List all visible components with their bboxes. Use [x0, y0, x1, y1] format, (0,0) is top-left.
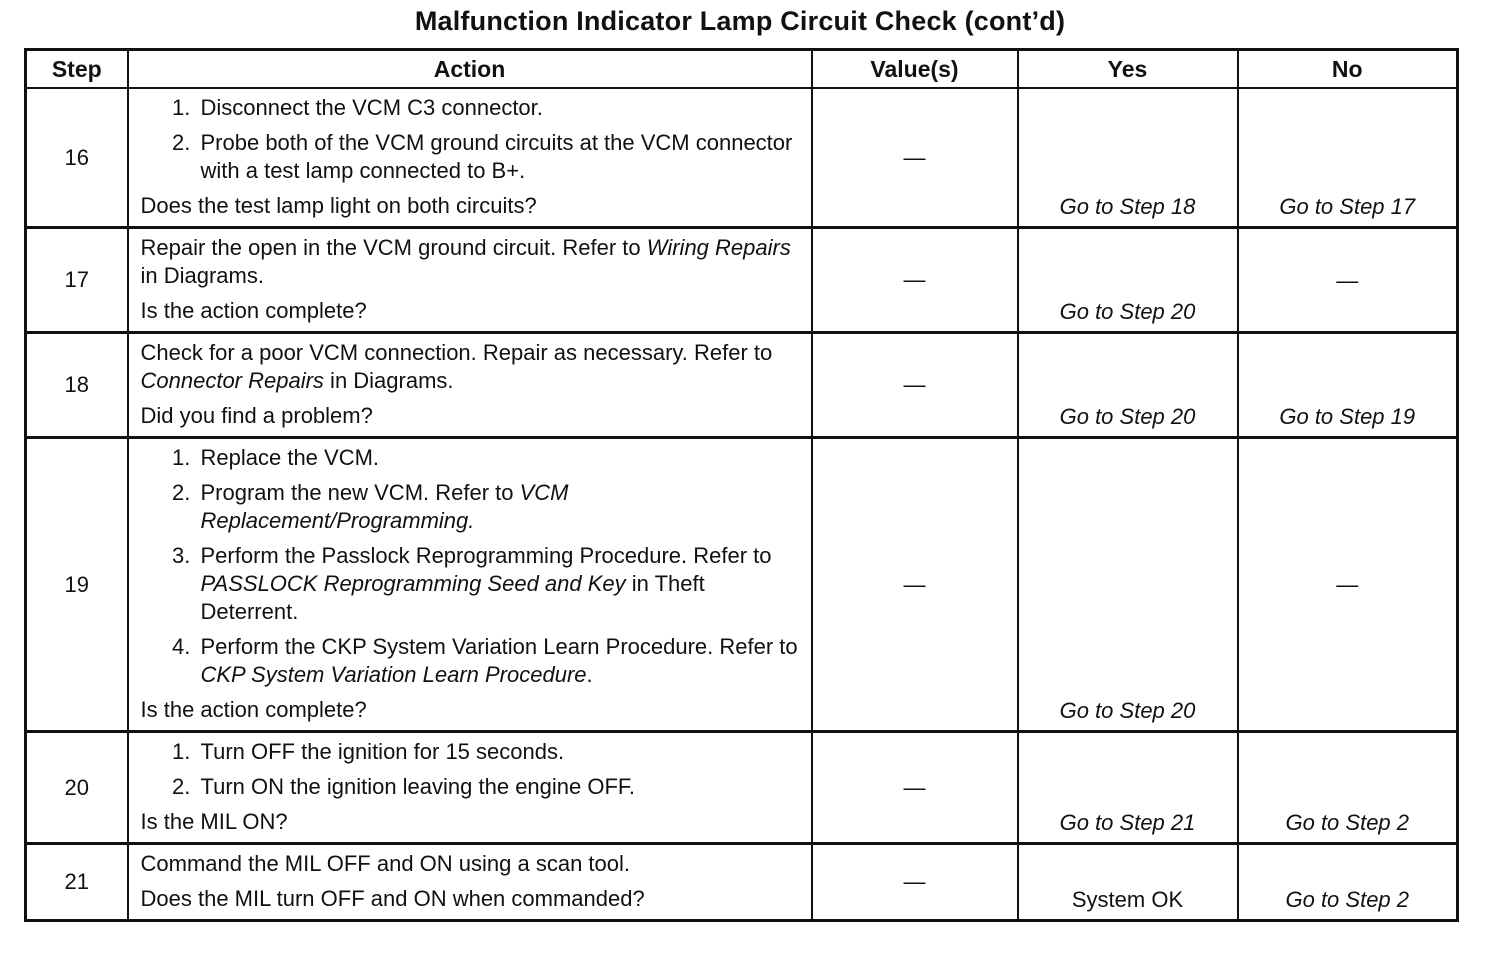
yes-cell [1018, 88, 1238, 228]
action-text: Check for a poor VCM connection. Repair as necessary. Refer to [140, 340, 773, 365]
header-action: Action [128, 50, 812, 89]
yes-outcome: Go to Step 18 [1059, 194, 1196, 219]
no-cell [1238, 438, 1458, 732]
yes-outcome: Go to Step 21 [1059, 810, 1196, 835]
step-number: 19 [26, 438, 128, 732]
no-cell [1238, 88, 1458, 228]
action-text: Turn ON the ignition leaving the engine OFF. [200, 774, 636, 799]
no-cell [1238, 732, 1458, 844]
action-step [197, 94, 801, 122]
no-outcome: Go to Step 17 [1279, 194, 1416, 219]
table-row [26, 844, 1458, 921]
yes-cell [1018, 844, 1238, 921]
table-row [26, 88, 1458, 228]
action-paragraph [141, 850, 801, 878]
table-row [26, 333, 1458, 438]
action-cell [128, 228, 812, 333]
action-text: in Theft Deterrent. [200, 571, 705, 624]
table-row [26, 228, 1458, 333]
action-text: Turn OFF the ignition for 15 seconds. [200, 739, 565, 764]
action-cell [128, 844, 812, 921]
action-question: Did you find a problem? [140, 403, 373, 428]
table-row [26, 732, 1458, 844]
no-outcome: Go to Step 2 [1285, 810, 1410, 835]
action-paragraph [141, 339, 801, 395]
action-steps-list [141, 94, 801, 185]
action-question: Is the action complete? [140, 697, 367, 722]
no-cell [1238, 844, 1458, 921]
action-text: Probe both of the VCM ground circuits at the VCM connector with a test lamp connected to B+. [200, 130, 793, 183]
step-number: 16 [26, 88, 128, 228]
action-step [197, 773, 801, 801]
action-text: in Diagrams. [140, 263, 264, 288]
value-cell: — [812, 333, 1018, 438]
reference-text: VCM Replacement/Programming. [200, 480, 569, 533]
no-outcome: — [1336, 267, 1359, 293]
action-step [197, 479, 801, 535]
no-cell [1238, 228, 1458, 333]
action-question: Does the test lamp light on both circuits? [140, 193, 537, 218]
action-cell [128, 88, 812, 228]
header-row [26, 50, 1458, 89]
page-title: Malfunction Indicator Lamp Circuit Check (cont’d) [414, 6, 1066, 36]
header-step: Step [26, 50, 128, 89]
action-cell [128, 732, 812, 844]
value-cell: — [812, 732, 1018, 844]
action-cell [128, 333, 812, 438]
step-number: 20 [26, 732, 128, 844]
step-number: 21 [26, 844, 128, 921]
step-number: 18 [26, 333, 128, 438]
no-outcome: — [1336, 572, 1359, 597]
action-text: Perform the Passlock Reprogramming Procedure. Refer to [200, 543, 772, 568]
yes-cell [1018, 732, 1238, 844]
value-cell: — [812, 844, 1018, 921]
yes-cell [1018, 438, 1238, 732]
action-step [197, 633, 801, 689]
reference-text: PASSLOCK Reprogramming Seed and Key [200, 571, 626, 596]
action-cell [128, 438, 812, 732]
yes-outcome: Go to Step 20 [1059, 698, 1196, 723]
diagnostic-table [24, 48, 1459, 922]
value-cell: — [812, 88, 1018, 228]
action-text: in Diagrams. [323, 368, 454, 393]
table-row [26, 438, 1458, 732]
action-steps-list [141, 738, 801, 801]
action-question: Is the MIL ON? [140, 809, 288, 834]
header-values: Value(s) [812, 50, 1018, 89]
step-number: 17 [26, 228, 128, 333]
reference-text: Connector Repairs [140, 368, 324, 393]
yes-cell [1018, 228, 1238, 333]
reference-text: Wiring Repairs [646, 235, 791, 260]
value-cell: — [812, 438, 1018, 732]
action-step [197, 129, 801, 185]
action-text: Command the MIL OFF and ON using a scan tool. [140, 851, 631, 876]
no-outcome: Go to Step 19 [1279, 404, 1416, 429]
action-question: Does the MIL turn OFF and ON when commanded? [140, 886, 645, 911]
action-text: . [586, 662, 593, 687]
no-outcome: Go to Step 2 [1285, 887, 1410, 912]
action-question: Is the action complete? [140, 298, 367, 323]
action-text: Perform the CKP System Variation Learn Procedure. Refer to [200, 634, 798, 659]
action-text: Repair the open in the VCM ground circuit. Refer to [140, 235, 647, 260]
action-steps-list [141, 444, 801, 689]
yes-outcome: System OK [1071, 887, 1184, 912]
action-text: Replace the VCM. [200, 445, 380, 470]
header-no: No [1238, 50, 1458, 89]
reference-text: CKP System Variation Learn Procedure [200, 662, 587, 687]
header-yes: Yes [1018, 50, 1238, 89]
action-paragraph [141, 234, 801, 290]
yes-outcome: Go to Step 20 [1059, 299, 1196, 324]
action-text: Disconnect the VCM C3 connector. [200, 95, 543, 120]
table-body [26, 88, 1458, 921]
no-cell [1238, 333, 1458, 438]
action-text: Program the new VCM. Refer to [200, 480, 520, 505]
value-cell: — [812, 228, 1018, 333]
action-step [197, 542, 801, 626]
action-step [197, 444, 801, 472]
action-step [197, 738, 801, 766]
yes-outcome: Go to Step 20 [1059, 404, 1196, 429]
yes-cell [1018, 333, 1238, 438]
